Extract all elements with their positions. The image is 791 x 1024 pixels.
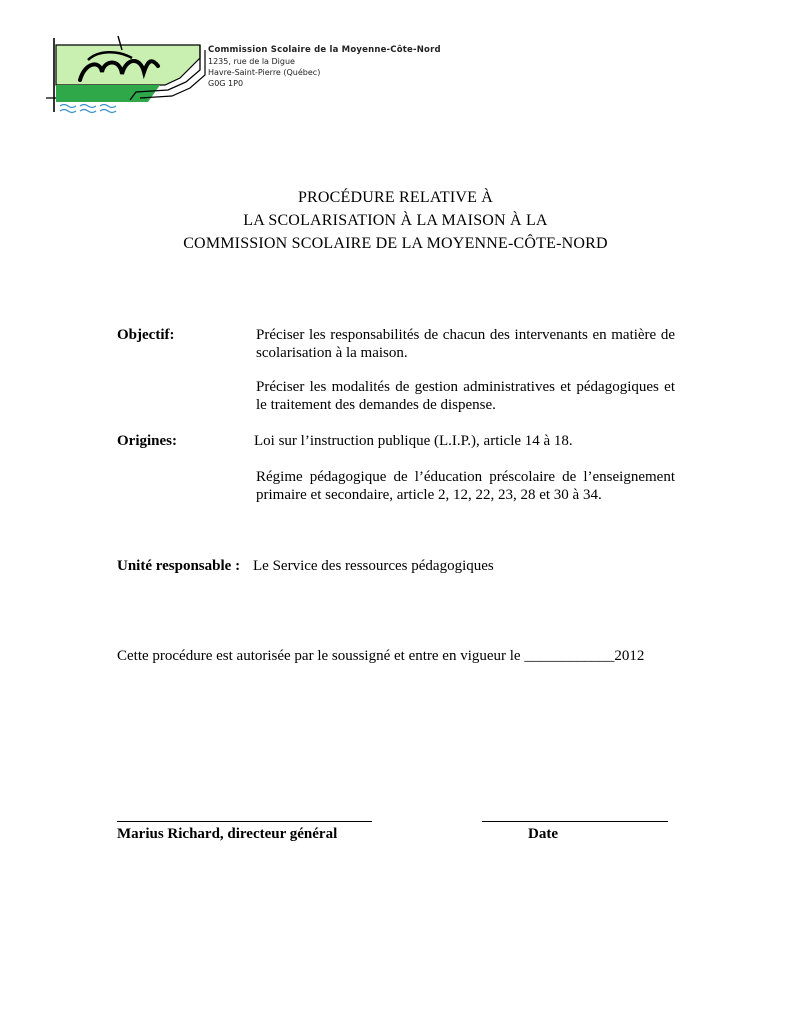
title-line-3: COMMISSION SCOLAIRE DE LA MOYENNE-CÔTE-NORD — [183, 235, 608, 252]
objectif-label: Objectif: — [117, 327, 175, 343]
authorization-statement: Cette procédure est autorisée par le soussigné et entre en vigueur le ____________2012 — [117, 648, 645, 664]
csmcn-logo-icon — [40, 30, 210, 120]
date-line — [482, 821, 668, 822]
objectif-paragraph-2: Préciser les modalités de gestion administratives et pédagogiques et le traitement des demandes de dispense. — [256, 379, 675, 413]
signature-line — [117, 821, 372, 822]
unite-value: Le Service des ressources pédagogiques — [253, 558, 494, 574]
origines-paragraph-2: Régime pédagogique de l’éducation préscolaire de l’enseignement primaire et secondaire, article 2, 12, 22, 23, 28 et 30 à 34. — [256, 469, 675, 503]
title-line-1: PROCÉDURE RELATIVE À — [297, 189, 494, 206]
title-line-2: LA SCOLARISATION À LA MAISON À LA — [243, 212, 548, 229]
org-address-block — [208, 45, 441, 89]
date-label: Date — [528, 826, 558, 842]
signer-label: Marius Richard, directeur général — [117, 826, 338, 842]
org-name: Commission Scolaire de la Moyenne-Côte-Nord — [208, 45, 441, 55]
origines-label: Origines: — [117, 433, 177, 449]
address-street: 1235, rue de la Digue — [208, 57, 295, 66]
address-city: Havre-Saint-Pierre (Québec) — [208, 68, 321, 77]
address-postal: G0G 1P0 — [208, 79, 244, 88]
document-title — [0, 186, 791, 255]
objectif-paragraph-1: Préciser les responsabilités de chacun des intervenants en matière de scolarisation à la maison. — [256, 327, 675, 361]
unite-label: Unité responsable : — [117, 558, 241, 574]
origines-paragraph-1: Loi sur l’instruction publique (L.I.P.), article 14 à 18. — [254, 433, 573, 449]
